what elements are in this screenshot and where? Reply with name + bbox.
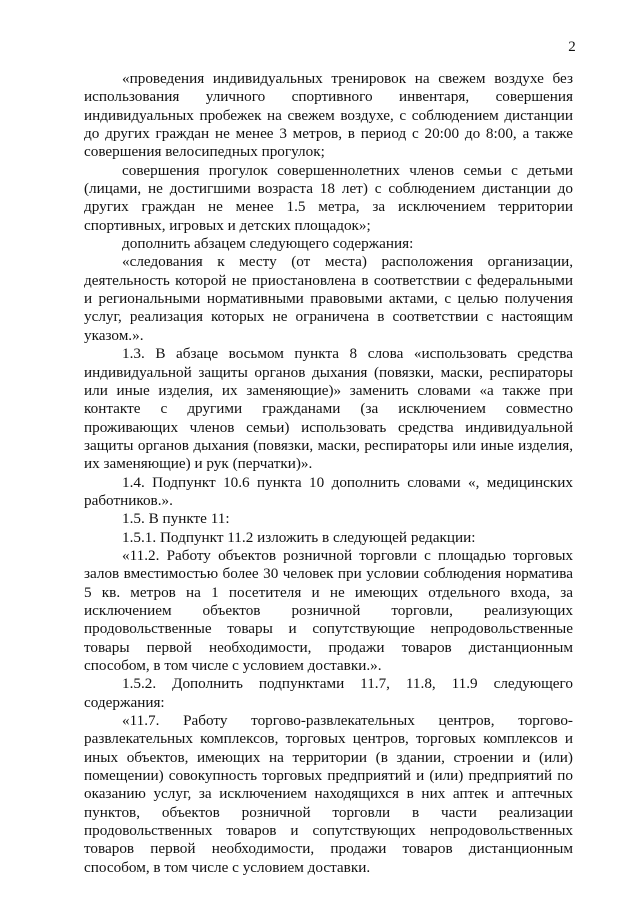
paragraph-11-7: «11.7. Работу торгово-развлекательных центров, торгово-развлекательных комплексов, торговых центров, торговых комплексов и иных объектов, имеющих на территории (в здании, строении и (или) помещении) совокупность торговых предприятий и (или) предприятий по оказанию услуг, за исключением находящихся в них аптек и аптечных пунктов, объектов розничной торговли в части реализации продовольственных товаров и сопутствующих непродовольственных товаров первой необходимости, продажи товаров дистанционным способом, в том числе с условием доставки.	[84, 712, 573, 876]
paragraph-family-walks: совершения прогулок совершеннолетних членов семьи с детьми (лицами, не достигшими возраста 18 лет) с соблюдением дистанции до других граждан не менее 1.5 метра, за исключением территории спортивных, игровых и детских площадок»;	[84, 161, 573, 234]
paragraph-add-clause: дополнить абзацем следующего содержания:	[122, 235, 414, 253]
paragraph-1-5-1: 1.5.1. Подпункт 11.2 изложить в следующей редакции:	[122, 528, 476, 546]
paragraph-1-5-2: 1.5.2. Дополнить подпунктами 11.7, 11.8, 11.9 следующего содержания:	[84, 675, 573, 711]
paragraph-11-2: «11.2. Работу объектов розничной торговли с площадью торговых залов вместимостью более 30 человек при условии соблюдения норматива 5 кв. метров на 1 посетителя и не имеющих отдельного входа, за исключением объектов розничной торговли, реализующих продовольственные товары и сопутствующие непродовольственные товары первой необходимости, продажи товаров дистанционным способом, в том числе с условием доставки.».	[84, 546, 573, 674]
paragraph-1-5: 1.5. В пункте 11:	[122, 510, 230, 528]
paragraph-1-3: 1.3. В абзаце восьмом пункта 8 слова «использовать средства индивидуальной защиты органов дыхания (повязки, маски, респираторы или иные изделия, их заменяющие)» заменить словами «а также при контакте с другими гражданами (за исключением совместно проживающих членов семьи) использовать средства индивидуальной защиты органов дыхания (повязки, маски, респираторы или иные изделия, их заменяющие) и рук (перчатки)».	[84, 345, 573, 473]
document-body	[84, 70, 573, 877]
paragraph-outdoor-training: «проведения индивидуальных тренировок на свежем воздухе без использования уличного спортивного инвентаря, совершения индивидуальных пробежек на свежем воздухе, с соблюдением дистанции до других граждан не менее 3 метров, в период с 20:00 до 8:00, а также совершения велосипедных прогулок;	[84, 70, 573, 161]
paragraph-1-4: 1.4. Подпункт 10.6 пункта 10 дополнить словами «, медицинских работников.».	[84, 473, 573, 509]
paragraph-travel-to-organization: «следования к месту (от места) расположения организации, деятельность которой не приостановлена в соответствии с федеральными и региональными нормативными правовыми актами, с целью получения услуг, реализация которых не ограничена в соответствии с настоящим указом.».	[84, 253, 573, 344]
page-number: 2	[568, 39, 576, 55]
